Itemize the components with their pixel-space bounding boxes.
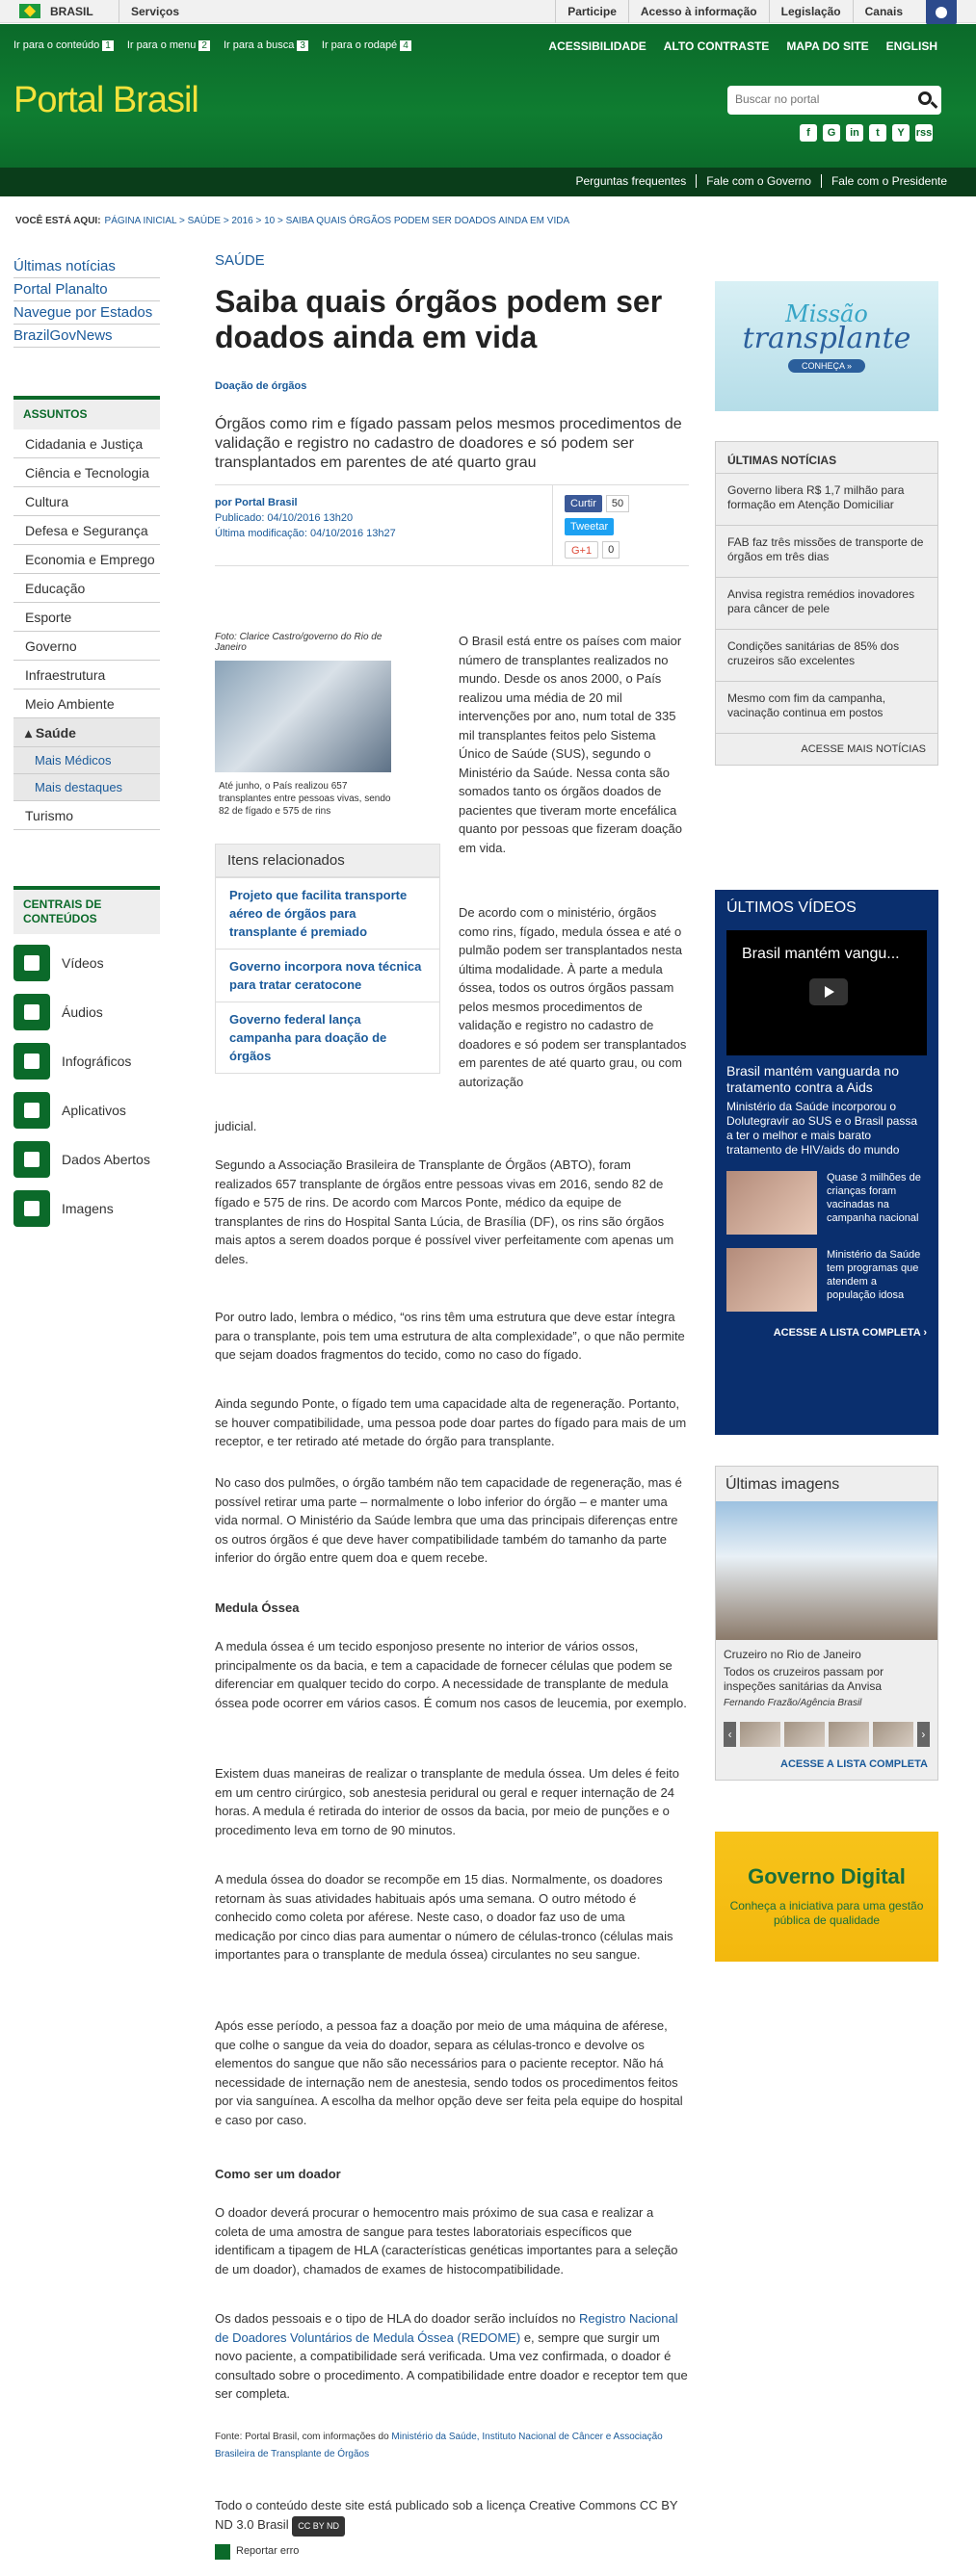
article-paragraph: Segundo a Associação Brasileira de Transplante de Órgãos (ABTO), foram realizados 657 transplante de órgãos entre pessoas vivas em 2016, sendo 82 de fígado e 575 de rins. De acordo com Marcos Ponte, médico da equipe de transplantes de rins do Hospital Santa Lúcia, de Brasília (DF), os rins são órgãos mais aptos a serem doados porque é possível viver perfeitamente com apenas um deles.: [215, 1158, 674, 1266]
sub-navigation: [0, 168, 976, 196]
facebook-count: 50: [606, 495, 629, 512]
license-text: Todo o conteúdo deste site está publicado sob a licença Creative Commons CC BY ND 3.0 Brasil CC BY ND: [215, 2496, 689, 2537]
skip-menu-link[interactable]: Ir para o menu 2: [127, 39, 210, 51]
article-paragraph: Por outro lado, lembra o médico, “os rins têm uma estrutura que deve estar íntegra para o transplante, pois tem uma estrutura de alta complexidade”, o que não permite que sejam doados fragmentos do tecido, como no caso do fígado.: [215, 1310, 685, 1362]
images-heading: Últimas imagens: [725, 1476, 840, 1493]
twitter-icon[interactable]: t: [869, 124, 886, 142]
video-thumbnail[interactable]: [726, 1248, 817, 1312]
central-aplicativos[interactable]: Aplicativos: [13, 1085, 160, 1134]
banner-conheca-button[interactable]: CONHEÇA »: [788, 359, 865, 373]
sidebar-item-esporte[interactable]: Esporte: [13, 603, 160, 632]
assuntos-heading: ASSUNTOS: [13, 396, 160, 429]
central-infograficos[interactable]: Infográficos: [13, 1036, 160, 1085]
camera-icon: [13, 1190, 50, 1227]
sidebar-item-governo[interactable]: Governo: [13, 632, 160, 661]
image-title[interactable]: Cruzeiro no Rio de Janeiro: [724, 1648, 861, 1661]
play-icon[interactable]: [809, 978, 848, 1005]
article-paragraph: Os dados pessoais e o tipo de HLA do doador serão incluídos no Registro Nacional de Doadores Voluntários de Medula Óssea (REDOME) e, sempre que surgir um novo paciente, a compatibilidade será verificada. Uma vez confirmada, o doador é consultado sobre o procedimento. A compatibilidade entre doador e receptor tem que ser completa.: [215, 2311, 688, 2401]
vlibras-icon[interactable]: [926, 0, 957, 25]
faq-link[interactable]: Perguntas frequentes: [575, 174, 687, 188]
gplus-button[interactable]: G+1: [565, 541, 598, 559]
photo-caption: Até junho, o País realizou 657 transplantes entre pessoas vivas, sendo 82 de fígado e 575 de rins: [219, 781, 391, 817]
video-list-item[interactable]: Quase 3 milhões de crianças foram vacinadas na campanha nacional: [726, 1171, 927, 1235]
news-heading: ÚLTIMAS NOTÍCIAS: [716, 442, 937, 474]
sidebar-item-turismo[interactable]: Turismo: [13, 801, 160, 830]
photo-credit: Foto: Clarice Castro/governo do Rio de Janeiro: [215, 632, 382, 653]
english-link[interactable]: ENGLISH: [885, 39, 937, 53]
rss-icon[interactable]: rss: [915, 124, 933, 142]
brazilgovnews-link[interactable]: BrazilGovNews: [13, 325, 160, 348]
related-heading: Itens relacionados: [216, 845, 439, 877]
video-player-title: Brasil mantém vangu...: [742, 946, 900, 962]
related-item[interactable]: Governo incorpora nova técnica para tratar ceratocone: [216, 949, 439, 1002]
image-thumbnails: [716, 1716, 937, 1753]
source-note: Fonte: Portal Brasil, com informações do Ministério da Saúde, Instituto Nacional de Câncer e Associação Brasileira de Transplante de Órgãos: [215, 2432, 663, 2459]
section-heading: Medula Óssea: [215, 1600, 300, 1615]
sidebar-item-defesa[interactable]: Defesa e Segurança: [13, 516, 160, 545]
sidebar-item-educacao[interactable]: Educação: [13, 574, 160, 603]
image-description: Todos os cruzeiros passam por inspeções sanitárias da Anvisa: [724, 1665, 884, 1693]
gplus-count: 0: [602, 541, 620, 559]
missao-transplante-banner[interactable]: [715, 281, 938, 411]
banner-title-b: transplante: [742, 322, 911, 355]
article: [215, 252, 689, 2557]
central-audios[interactable]: Áudios: [13, 987, 160, 1036]
youtube-icon[interactable]: Y: [892, 124, 910, 142]
video-title[interactable]: Brasil mantém vanguarda no tratamento contra a Aids: [726, 1063, 899, 1095]
share-buttons: [552, 485, 689, 566]
article-paragraph: No caso dos pulmões, o órgão também não tem capacidade de regeneração, mas é possível retirar uma parte – normalmente o lobo inferior do órgão – e manter uma vida normal. O Ministério da Saúde lembra que uma das principais diferenças entre os outros órgãos é que deve haver compatibilidade também do tamanho da parte inferior do órgão entre quem doa e quem recebe.: [215, 1475, 682, 1565]
chevron-left-icon[interactable]: ‹: [724, 1722, 736, 1747]
header-links: [548, 39, 937, 53]
news-item[interactable]: Governo libera R$ 1,7 milhão para formação em Atenção Domiciliar: [716, 474, 937, 526]
cc-license-icon[interactable]: CC BY ND: [292, 2516, 345, 2537]
governo-digital-banner[interactable]: [715, 1832, 938, 1962]
ultimas-noticias-link[interactable]: Últimas notícias: [13, 255, 160, 278]
image-thumbnail[interactable]: [829, 1722, 869, 1747]
sidebar-item-saude[interactable]: ▴ Saúde: [13, 718, 160, 747]
article-paragraph: judicial.: [215, 1119, 257, 1133]
gov-link-canais[interactable]: Canais: [853, 0, 914, 23]
sidebar-item-cultura[interactable]: Cultura: [13, 487, 160, 516]
left-sidebar: [13, 255, 160, 1233]
central-dados-abertos[interactable]: Dados Abertos: [13, 1134, 160, 1184]
breadcrumb-path[interactable]: PÁGINA INICIAL > SAÚDE > 2016 > 10 > SAIBA QUAIS ÓRGÃOS PODEM SER DOADOS AINDA EM VIDA: [104, 216, 570, 226]
latest-videos-box: [715, 890, 938, 1435]
gov-top-bar: [0, 0, 976, 23]
gov-links: [555, 0, 914, 23]
centrais-heading: CENTRAIS DE CONTEÚDOS: [13, 886, 160, 934]
video-camera-icon: [13, 945, 50, 981]
related-item[interactable]: Governo federal lança campanha para doação de órgãos: [216, 1002, 439, 1073]
brazil-flag-icon: [19, 4, 40, 18]
videos-full-list-link[interactable]: ACESSE A LISTA COMPLETA ›: [773, 1327, 927, 1339]
article-figure: [215, 632, 393, 818]
redome-link[interactable]: Registro Nacional de Doadores Voluntários de Medula Óssea (REDOME): [215, 2311, 678, 2345]
sidebar-item-meio-ambiente[interactable]: Meio Ambiente: [13, 690, 160, 718]
article-category[interactable]: SAÚDE: [215, 252, 265, 269]
news-item[interactable]: Condições sanitárias de 85% dos cruzeiros são excelentes: [716, 630, 937, 682]
portal-title[interactable]: Portal Brasil: [13, 80, 198, 120]
article-published: Publicado: 04/10/2016 13h20: [215, 512, 354, 524]
report-icon: [215, 2544, 230, 2560]
article-meta: [215, 485, 689, 566]
videos-heading: ÚLTIMOS VÍDEOS: [726, 899, 857, 916]
accessibility-shortcuts: [13, 39, 411, 51]
navegue-estados-link[interactable]: Navegue por Estados: [13, 301, 160, 325]
article-paragraph: Após esse período, a pessoa faz a doação por meio de uma máquina de aférese, que colhe o sangue da veia do doador, separa as células-tronco e devolve os elementos do sangue que não são necessários para o paciente receptor. Não há necessidade de internação nem de anestesia, sendo todos os procedimentos feitos por via sanguínea. A escolha da melhor opção deve ser feita pela equipe do hospital e caso por caso.: [215, 2018, 683, 2127]
featured-image[interactable]: [716, 1501, 937, 1640]
article-paragraph: A medula óssea é um tecido esponjoso presente no interior de vários ossos, principalmente os da bacia, e tem a capacidade de fornecer células que podem se diferenciar em qualquer tecido do corpo. A necessidade de transplante de medula óssea pode ocorrer em vários casos. É comum nos casos de leucemia, por exemplo.: [215, 1639, 687, 1710]
article-paragraph: Ainda segundo Ponte, o fígado tem uma capacidade alta de regeneração. Portanto, se houver compatibilidade, uma pessoa pode doar partes do fígado para mais de um receptor, e ter retirado até metade do órgão para transplante.: [215, 1396, 687, 1448]
latest-images-box: [715, 1466, 938, 1781]
video-description: Ministério da Saúde incorporou o Dolutegravir ao SUS e o Brasil passa a ter o melhor e mais barato tratamento de HIV/aids do mundo: [726, 1100, 918, 1157]
gov-link-acesso[interactable]: Acesso à informação: [628, 0, 769, 23]
sidebar-subitem-mais-medicos[interactable]: Mais Médicos: [13, 747, 160, 774]
news-item[interactable]: FAB faz três missões de transporte de órgãos em três dias: [716, 526, 937, 578]
section-heading: Como ser um doador: [215, 2167, 341, 2181]
portal-planalto-link[interactable]: Portal Planalto: [13, 278, 160, 301]
folder-icon: [13, 1141, 50, 1178]
article-paragraph: De acordo com o ministério, órgãos como rins, fígado, medula óssea e até o pulmão podem ser transplantados nesta última modalidade. À parte a medula óssea, todos os outros órgãos passam pelos mesmos procedimentos de validação e registro no cadastro de doadores e só podem ser transplantados em parentes de até quarto grau, ou com autorização: [459, 905, 687, 1089]
alto-contraste-link[interactable]: ALTO CONTRASTE: [663, 39, 770, 53]
fale-presidente-link[interactable]: Fale com o Presidente: [821, 174, 957, 188]
article-photo[interactable]: [215, 661, 391, 772]
instagram-icon[interactable]: in: [846, 124, 863, 142]
site-header: [0, 24, 976, 188]
search-icon[interactable]: [918, 91, 932, 105]
caret-down-icon: ▴: [25, 725, 36, 741]
facebook-icon[interactable]: f: [800, 124, 817, 142]
news-item[interactable]: Mesmo com fim da campanha, vacinação continua em postos: [716, 682, 937, 734]
central-videos[interactable]: Vídeos: [13, 938, 160, 987]
social-icons: [800, 124, 933, 142]
mobile-icon: [13, 1092, 50, 1129]
search-input[interactable]: [727, 86, 901, 113]
facebook-like-button[interactable]: Curtir: [565, 495, 602, 512]
images-full-list-link[interactable]: ACESSE A LISTA COMPLETA: [780, 1758, 928, 1770]
sidebar-item-economia[interactable]: Economia e Emprego: [13, 545, 160, 574]
article-modified: Última modificação: 04/10/2016 13h27: [215, 528, 396, 539]
governo-digital-text: Conheça a iniciativa para uma gestão pública de qualidade: [729, 1899, 924, 1927]
chevron-right-icon: ›: [923, 1327, 927, 1339]
banner-title-a: Missão: [785, 300, 868, 327]
governo-digital-title: Governo Digital: [748, 1864, 906, 1888]
video-thumbnail[interactable]: [726, 1171, 817, 1235]
brasil-link[interactable]: BRASIL: [50, 5, 93, 18]
sidebar-item-infraestrutura[interactable]: Infraestrutura: [13, 661, 160, 690]
news-item[interactable]: Anvisa registra remédios inovadores para câncer de pele: [716, 578, 937, 630]
search-box: [727, 86, 941, 115]
breadcrumb-label: VOCÊ ESTÁ AQUI:: [15, 216, 101, 226]
google-plus-icon[interactable]: G: [823, 124, 840, 142]
sidebar-item-cidadania[interactable]: Cidadania e Justiça: [13, 429, 160, 458]
infographic-icon: [13, 1043, 50, 1080]
sidebar-item-ciencia[interactable]: Ciência e Tecnologia: [13, 458, 160, 487]
skip-footer-link[interactable]: Ir para o rodapé 4: [322, 39, 411, 51]
mapa-site-link[interactable]: MAPA DO SITE: [786, 39, 869, 53]
gov-link-legislacao[interactable]: Legislação: [769, 0, 853, 23]
source-link[interactable]: Ministério da Saúde, Instituto Nacional de Câncer e Associação Brasileira de Transplante de Órgãos: [215, 2432, 663, 2459]
breadcrumb: [15, 216, 569, 226]
image-thumbnail[interactable]: [740, 1722, 780, 1747]
image-thumbnail[interactable]: [784, 1722, 825, 1747]
chevron-right-icon[interactable]: ›: [917, 1722, 930, 1747]
image-thumbnail[interactable]: [873, 1722, 913, 1747]
tweet-button[interactable]: Tweetar: [565, 518, 614, 535]
article-lead: Órgãos como rim e fígado passam pelos mesmos procedimentos de validação e registro no cadastro de doadores e só podem ser transplantados em parentes de até quarto grau: [215, 415, 689, 485]
sidebar-subitem-mais-destaques[interactable]: Mais destaques: [13, 774, 160, 801]
image-credit: Fernando Frazão/Agência Brasil: [724, 1698, 862, 1708]
skip-content-link[interactable]: Ir para o conteúdo 1: [13, 39, 114, 51]
article-title: Saiba quais órgãos podem ser doados ainda em vida: [215, 284, 663, 354]
related-item[interactable]: Projeto que facilita transporte aéreo de órgãos para transplante é premiado: [216, 877, 439, 949]
fale-governo-link[interactable]: Fale com o Governo: [696, 174, 821, 188]
related-items: [215, 844, 440, 1074]
speaker-icon: [13, 994, 50, 1030]
article-paragraph: O Brasil está entre os países com maior número de transplantes realizados no mundo. Desde os anos 2000, o País realizou uma média de 20 mil intervenções por ano, num total de 335 mil transplantes feitos pelo Sistema Único de Saúde (SUS), segundo o Ministério da Saúde. Nessa conta são somados tanto os órgãos doados de pacientes que tiveram morte encefálica quanto por pessoas que fizeram doação em vida.: [459, 634, 682, 855]
video-player[interactable]: [726, 930, 927, 1055]
gov-link-participe[interactable]: Participe: [555, 0, 628, 23]
skip-search-link[interactable]: Ir para a busca 3: [224, 39, 308, 51]
central-imagens[interactable]: Imagens: [13, 1184, 160, 1233]
latest-news-box: [715, 441, 938, 766]
article-tag[interactable]: Doação de órgãos: [215, 380, 307, 392]
article-paragraph: O doador deverá procurar o hemocentro mais próximo de sua casa e realizar a coleta de uma amostra de sangue para testes laboratoriais específicos que identificam a tipagem de HLA (características genéticas importantes para a seleção de um doador), chamados de exames de histocompatibilidade.: [215, 2205, 678, 2277]
report-error-link[interactable]: Reportar erro: [215, 2542, 299, 2562]
servicos-link[interactable]: Serviços: [119, 0, 191, 23]
more-news-link[interactable]: ACESSE MAIS NOTÍCIAS: [801, 743, 926, 755]
article-author[interactable]: por Portal Brasil: [215, 497, 298, 508]
article-paragraph: Existem duas maneiras de realizar o transplante de medula óssea. Um deles é feito em um centro cirúrgico, sob anestesia peridural ou geral e requer internação de 24 horas. A medula é retirada do interior de ossos da bacia, por meio de punções e o procedimento leva em torno de 90 minutos.: [215, 1766, 679, 1837]
video-list-item[interactable]: Ministério da Saúde tem programas que atendem a população idosa: [726, 1248, 927, 1312]
article-paragraph: A medula óssea do doador se recompõe em 15 dias. Normalmente, os doadores retornam às suas atividades habituais após uma semana. O outro método é conhecido como coleta por aférese. Neste caso, o doador faz uso de uma medicação por cinco dias para aumentar o número de células-tronco (células mais importantes para o transplante de medula óssea) circulantes no seu sangue.: [215, 1872, 673, 1962]
acessibilidade-link[interactable]: ACESSIBILIDADE: [548, 39, 646, 53]
